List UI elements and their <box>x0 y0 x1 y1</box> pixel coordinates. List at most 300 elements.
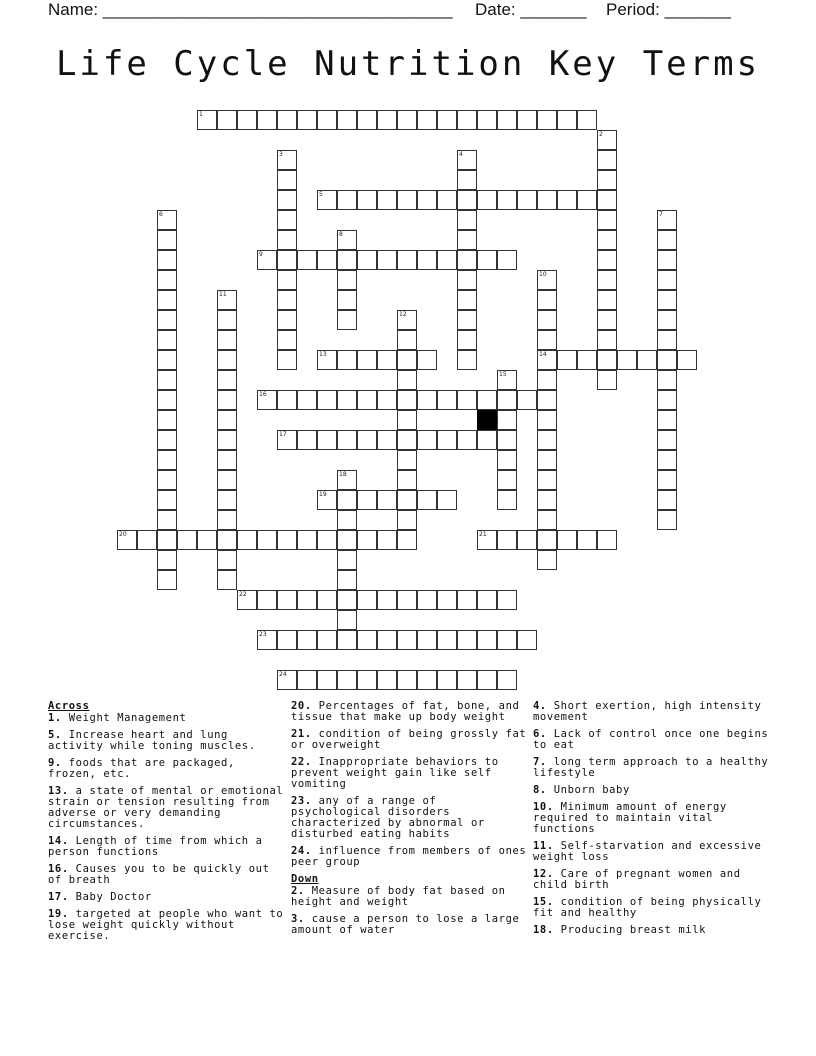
clues-column-3 <box>533 701 769 942</box>
clue-item-number: 24. <box>291 845 312 857</box>
crossword-cell[interactable] <box>657 290 677 310</box>
crossword-cell[interactable] <box>457 190 477 210</box>
crossword-cell[interactable] <box>517 630 537 650</box>
crossword-cell[interactable] <box>477 390 497 410</box>
clue-number: 5 <box>319 191 323 198</box>
crossword-cell[interactable] <box>657 330 677 350</box>
crossword-cell[interactable] <box>437 110 457 130</box>
crossword-cell[interactable] <box>397 470 417 490</box>
clue-section-heading: Across <box>48 700 90 712</box>
crossword-cell[interactable] <box>597 150 617 170</box>
crossword-cell[interactable] <box>657 250 677 270</box>
crossword-cell[interactable] <box>477 110 497 130</box>
crossword-cell[interactable] <box>217 530 237 550</box>
crossword-cell[interactable] <box>537 490 557 510</box>
crossword-cell[interactable] <box>657 310 677 330</box>
crossword-cell[interactable] <box>317 250 337 270</box>
date-field-label[interactable]: Date: _______ <box>475 0 587 19</box>
crossword-cell[interactable] <box>157 250 177 270</box>
crossword-cell[interactable] <box>257 530 277 550</box>
crossword-cell[interactable] <box>657 350 677 370</box>
crossword-cell[interactable] <box>477 190 497 210</box>
crossword-cell[interactable] <box>397 530 417 550</box>
crossword-cell[interactable] <box>417 190 437 210</box>
crossword-cell[interactable] <box>537 110 557 130</box>
crossword-cell[interactable] <box>157 230 177 250</box>
crossword-cell[interactable] <box>537 470 557 490</box>
crossword-cell[interactable] <box>157 490 177 510</box>
crossword-cell[interactable] <box>397 410 417 430</box>
clue-number: 10 <box>539 271 547 278</box>
crossword-cell[interactable] <box>537 290 557 310</box>
clue-item-number: 4. <box>533 700 547 712</box>
crossword-cell[interactable] <box>457 230 477 250</box>
crossword-cell[interactable] <box>157 570 177 590</box>
crossword-cell[interactable] <box>437 590 457 610</box>
crossword-cell[interactable] <box>157 350 177 370</box>
crossword-cell[interactable] <box>377 670 397 690</box>
crossword-cell[interactable] <box>277 190 297 210</box>
crossword-cell[interactable] <box>337 350 357 370</box>
crossword-cell[interactable] <box>457 390 477 410</box>
crossword-cell[interactable] <box>377 350 397 370</box>
crossword-cell[interactable] <box>317 630 337 650</box>
clue-item-number: 5. <box>48 729 62 741</box>
clue-number: 24 <box>279 671 287 678</box>
clue-number: 13 <box>319 351 327 358</box>
crossword-cell[interactable] <box>457 110 477 130</box>
crossword-cell[interactable] <box>297 110 317 130</box>
crossword-cell[interactable] <box>497 190 517 210</box>
clue-number: 15 <box>499 371 507 378</box>
crossword-cell[interactable] <box>497 490 517 510</box>
crossword-cell[interactable] <box>417 630 437 650</box>
crossword-cell[interactable] <box>537 450 557 470</box>
crossword-cell[interactable] <box>437 430 457 450</box>
crossword-cell[interactable] <box>337 270 357 290</box>
crossword-cell[interactable] <box>417 390 437 410</box>
crossword-cell[interactable] <box>417 490 437 510</box>
crossword-cell[interactable] <box>597 210 617 230</box>
crossword-cell[interactable] <box>397 330 417 350</box>
crossword-cell[interactable] <box>597 330 617 350</box>
crossword-cell[interactable] <box>497 250 517 270</box>
clue-item <box>533 701 769 723</box>
crossword-cell[interactable] <box>537 310 557 330</box>
crossword-cell[interactable] <box>397 250 417 270</box>
crossword-cell[interactable] <box>337 670 357 690</box>
crossword-cell[interactable] <box>657 230 677 250</box>
crossword-cell[interactable] <box>277 590 297 610</box>
clue-item <box>48 909 284 942</box>
crossword-cell[interactable] <box>477 670 497 690</box>
crossword-cell[interactable] <box>277 530 297 550</box>
crossword-cell[interactable] <box>137 530 157 550</box>
crossword-cell[interactable] <box>317 530 337 550</box>
crossword-cell[interactable] <box>157 370 177 390</box>
crossword-cell[interactable] <box>277 390 297 410</box>
crossword-cell[interactable] <box>237 110 257 130</box>
crossword-cell[interactable] <box>317 670 337 690</box>
crossword-cell[interactable] <box>297 590 317 610</box>
clue-item-text: any of a range of psychological disorders characterized by abnormal or disturbed eating habits <box>291 795 485 840</box>
clue-number: 22 <box>239 591 247 598</box>
crossword-cell[interactable] <box>437 490 457 510</box>
crossword-cell[interactable] <box>597 170 617 190</box>
crossword-cell[interactable] <box>597 270 617 290</box>
crossword-cell[interactable] <box>217 490 237 510</box>
crossword-cell[interactable] <box>277 250 297 270</box>
crossword-cell[interactable] <box>217 370 237 390</box>
crossword-cell[interactable] <box>677 350 697 370</box>
crossword-cell[interactable] <box>397 430 417 450</box>
crossword-cell[interactable] <box>277 630 297 650</box>
clue-item-text: long term approach to a healthy lifestyle <box>533 756 769 779</box>
clue-item <box>48 713 284 724</box>
crossword-cell[interactable] <box>397 590 417 610</box>
crossword-cell[interactable] <box>497 590 517 610</box>
crossword-cell[interactable] <box>277 210 297 230</box>
crossword-cell[interactable] <box>537 390 557 410</box>
crossword-cell[interactable] <box>597 290 617 310</box>
crossword-cell[interactable] <box>477 250 497 270</box>
crossword-cell[interactable] <box>457 210 477 230</box>
clue-number: 7 <box>659 211 663 218</box>
crossword-cell[interactable] <box>177 530 197 550</box>
clue-number: 23 <box>259 631 267 638</box>
crossword-cell[interactable] <box>657 410 677 430</box>
clue-item-text: Short exertion, high intensity movement <box>533 700 762 723</box>
crossword-cell[interactable] <box>377 590 397 610</box>
crossword-cell[interactable] <box>437 630 457 650</box>
crossword-cell[interactable] <box>337 250 357 270</box>
crossword-cell[interactable] <box>377 390 397 410</box>
crossword-cell[interactable] <box>337 290 357 310</box>
clue-item <box>533 925 769 936</box>
crossword-cell[interactable] <box>397 190 417 210</box>
crossword-cell[interactable] <box>397 510 417 530</box>
clue-item-text: Weight Management <box>61 712 187 724</box>
crossword-cell[interactable] <box>337 570 357 590</box>
clue-item-number: 3. <box>291 913 305 925</box>
crossword-cell[interactable] <box>277 270 297 290</box>
crossword-cell[interactable] <box>337 590 357 610</box>
crossword-cell[interactable] <box>537 410 557 430</box>
crossword-cell[interactable] <box>537 190 557 210</box>
crossword-cell[interactable] <box>657 390 677 410</box>
clue-item-text: condition of being physically fit and healthy <box>533 896 762 919</box>
crossword-cell[interactable] <box>457 310 477 330</box>
crossword-cell[interactable] <box>457 330 477 350</box>
crossword-cell[interactable] <box>537 550 557 570</box>
crossword-cell[interactable] <box>417 110 437 130</box>
clue-item <box>533 757 769 779</box>
crossword-cell[interactable] <box>557 110 577 130</box>
crossword-cell[interactable] <box>377 190 397 210</box>
crossword-cell[interactable] <box>637 350 657 370</box>
crossword-cell[interactable] <box>657 470 677 490</box>
crossword-cell[interactable] <box>257 110 277 130</box>
crossword-cell[interactable] <box>157 290 177 310</box>
crossword-cell[interactable] <box>477 430 497 450</box>
crossword-cell[interactable] <box>297 430 317 450</box>
crossword-cell[interactable] <box>357 530 377 550</box>
crossword-cell[interactable] <box>377 250 397 270</box>
clue-number: 18 <box>339 471 347 478</box>
crossword-cell[interactable] <box>397 450 417 470</box>
crossword-cell[interactable] <box>317 110 337 130</box>
crossword-cell[interactable] <box>417 350 437 370</box>
crossword-cell[interactable] <box>497 670 517 690</box>
crossword-cell[interactable] <box>337 530 357 550</box>
crossword-cell[interactable] <box>457 590 477 610</box>
clue-item-text: Lack of control once one begins to eat <box>533 728 769 751</box>
crossword-cell[interactable] <box>337 490 357 510</box>
crossword-cell[interactable] <box>657 430 677 450</box>
crossword-cell[interactable] <box>317 430 337 450</box>
clue-item-text: foods that are packaged, frozen, etc. <box>48 757 235 780</box>
crossword-cell[interactable] <box>417 590 437 610</box>
crossword-cell[interactable] <box>557 530 577 550</box>
crossword-cell[interactable] <box>397 630 417 650</box>
clue-item <box>291 914 527 936</box>
crossword-cell[interactable] <box>597 350 617 370</box>
crossword-cell[interactable] <box>457 630 477 650</box>
crossword-cell[interactable] <box>357 390 377 410</box>
crossword-cell[interactable] <box>357 490 377 510</box>
crossword-cell[interactable] <box>517 190 537 210</box>
crossword-cell[interactable] <box>217 350 237 370</box>
name-field-label[interactable]: Name: _____________________________________ <box>48 0 453 19</box>
clue-item <box>291 701 527 723</box>
crossword-cell[interactable] <box>577 110 597 130</box>
crossword-cell[interactable] <box>437 190 457 210</box>
crossword-cell[interactable] <box>157 430 177 450</box>
crossword-cell[interactable] <box>597 310 617 330</box>
crossword-cell[interactable] <box>397 370 417 390</box>
crossword-cell[interactable] <box>597 530 617 550</box>
crossword-cell[interactable] <box>577 530 597 550</box>
crossword-cell[interactable] <box>277 230 297 250</box>
crossword-cell[interactable] <box>357 590 377 610</box>
crossword-cell[interactable] <box>277 110 297 130</box>
crossword-cell[interactable] <box>577 350 597 370</box>
crossword-cell[interactable] <box>457 350 477 370</box>
crossword-cell[interactable] <box>157 450 177 470</box>
crossword-cell[interactable] <box>237 530 257 550</box>
crossword-cell[interactable] <box>157 310 177 330</box>
crossword-cell[interactable] <box>397 670 417 690</box>
crossword-cell[interactable] <box>617 350 637 370</box>
crossword-cell[interactable] <box>357 430 377 450</box>
crossword-cell[interactable] <box>657 270 677 290</box>
crossword-cell[interactable] <box>277 350 297 370</box>
clue-item-number: 22. <box>291 756 312 768</box>
crossword-cell[interactable] <box>597 190 617 210</box>
crossword-cell[interactable] <box>157 530 177 550</box>
clue-item-number: 17. <box>48 891 69 903</box>
clue-item-number: 21. <box>291 728 312 740</box>
crossword-cell[interactable] <box>577 190 597 210</box>
crossword-cell[interactable] <box>497 630 517 650</box>
crossword-cell[interactable] <box>417 430 437 450</box>
crossword-cell[interactable] <box>397 490 417 510</box>
crossword-cell[interactable] <box>217 390 237 410</box>
crossword-cell[interactable] <box>377 490 397 510</box>
crossword-cell[interactable] <box>217 330 237 350</box>
crossword-cell[interactable] <box>337 510 357 530</box>
crossword-cell[interactable] <box>477 590 497 610</box>
crossword-cell[interactable] <box>657 370 677 390</box>
clue-item-text: Percentages of fat, bone, and tissue that make up body weight <box>291 700 520 723</box>
crossword-cell[interactable] <box>537 530 557 550</box>
crossword-cell[interactable] <box>297 250 317 270</box>
clue-number: 16 <box>259 391 267 398</box>
crossword-cell[interactable] <box>377 110 397 130</box>
crossword-cell[interactable] <box>317 390 337 410</box>
clue-item-text: targeted at people who want to lose weight quickly without exercise. <box>48 908 284 942</box>
clue-item-number: 19. <box>48 908 69 920</box>
clue-item-text: a state of mental or emotional strain or tension resulting from adverse or very demanding circumstances. <box>48 785 284 830</box>
crossword-cell[interactable] <box>377 430 397 450</box>
clue-item-text: Length of time from which a person functions <box>48 835 263 858</box>
crossword-cell[interactable] <box>537 330 557 350</box>
crossword-black-cell <box>477 410 497 430</box>
crossword-cell[interactable] <box>217 310 237 330</box>
crossword-cell[interactable] <box>337 190 357 210</box>
crossword-cell[interactable] <box>157 470 177 490</box>
crossword-cell[interactable] <box>357 630 377 650</box>
crossword-cell[interactable] <box>537 370 557 390</box>
crossword-cell[interactable] <box>517 110 537 130</box>
clue-item-number: 16. <box>48 863 69 875</box>
crossword-cell[interactable] <box>157 410 177 430</box>
crossword-cell[interactable] <box>157 330 177 350</box>
crossword-cell[interactable] <box>437 390 457 410</box>
crossword-cell[interactable] <box>417 250 437 270</box>
crossword-cell[interactable] <box>337 630 357 650</box>
clue-number: 17 <box>279 431 287 438</box>
crossword-cell[interactable] <box>297 530 317 550</box>
crossword-cell[interactable] <box>337 610 357 630</box>
clue-item-number: 18. <box>533 924 554 936</box>
clue-item <box>48 758 284 780</box>
crossword-cell[interactable] <box>357 110 377 130</box>
crossword-cell[interactable] <box>477 630 497 650</box>
crossword-cell[interactable] <box>457 250 477 270</box>
crossword-cell[interactable] <box>317 590 337 610</box>
crossword-cell[interactable] <box>437 250 457 270</box>
crossword-cell[interactable] <box>537 430 557 450</box>
crossword-cell[interactable] <box>217 570 237 590</box>
crossword-cell[interactable] <box>397 110 417 130</box>
crossword-cell[interactable] <box>277 310 297 330</box>
clue-item-text: Increase heart and lung activity while toning muscles. <box>48 729 256 752</box>
crossword-cell[interactable] <box>357 190 377 210</box>
crossword-cell[interactable] <box>657 510 677 530</box>
crossword-cell[interactable] <box>217 410 237 430</box>
crossword-cell[interactable] <box>397 350 417 370</box>
crossword-cell[interactable] <box>497 110 517 130</box>
crossword-cell[interactable] <box>337 310 357 330</box>
crossword-cell[interactable] <box>337 110 357 130</box>
crossword-cell[interactable] <box>297 670 317 690</box>
crossword-cell[interactable] <box>437 670 457 690</box>
crossword-cell[interactable] <box>157 270 177 290</box>
crossword-cell[interactable] <box>497 430 517 450</box>
crossword-cell[interactable] <box>277 330 297 350</box>
crossword-cell[interactable] <box>157 510 177 530</box>
crossword-cell[interactable] <box>277 290 297 310</box>
crossword-cell[interactable] <box>277 170 297 190</box>
crossword-cell[interactable] <box>157 550 177 570</box>
crossword-cell[interactable] <box>217 510 237 530</box>
crossword-cell[interactable] <box>377 530 397 550</box>
crossword-cell[interactable] <box>497 470 517 490</box>
crossword-cell[interactable] <box>357 250 377 270</box>
crossword-cell[interactable] <box>597 230 617 250</box>
clue-item <box>48 836 284 858</box>
crossword-cell[interactable] <box>657 450 677 470</box>
crossword-cell[interactable] <box>197 530 217 550</box>
crossword-cell[interactable] <box>597 370 617 390</box>
clue-item-text: Baby Doctor <box>68 891 152 903</box>
crossword-cell[interactable] <box>457 430 477 450</box>
crossword-cell[interactable] <box>497 410 517 430</box>
crossword-cell[interactable] <box>497 450 517 470</box>
crossword-cell[interactable] <box>657 490 677 510</box>
crossword-cell[interactable] <box>377 630 397 650</box>
crossword-cell[interactable] <box>517 390 537 410</box>
crossword-cell[interactable] <box>497 530 517 550</box>
crossword-cell[interactable] <box>417 670 437 690</box>
crossword-cell[interactable] <box>517 530 537 550</box>
crossword-cell[interactable] <box>497 390 517 410</box>
crossword-cell[interactable] <box>297 390 317 410</box>
clue-item-number: 12. <box>533 868 554 880</box>
crossword-cell[interactable] <box>457 170 477 190</box>
crossword-cell[interactable] <box>337 390 357 410</box>
crossword-cell[interactable] <box>557 190 577 210</box>
clue-item-text: condition of being grossly fat or overweight <box>291 728 527 751</box>
crossword-cell[interactable] <box>297 630 317 650</box>
crossword-cell[interactable] <box>457 670 477 690</box>
crossword-cell[interactable] <box>457 270 477 290</box>
crossword-cell[interactable] <box>557 350 577 370</box>
crossword-cell[interactable] <box>217 550 237 570</box>
crossword-cell[interactable] <box>357 350 377 370</box>
crossword-cell[interactable] <box>597 250 617 270</box>
clue-item-number: 13. <box>48 785 69 797</box>
crossword-cell[interactable] <box>217 470 237 490</box>
clue-number: 12 <box>399 311 407 318</box>
crossword-cell[interactable] <box>157 390 177 410</box>
crossword-cell[interactable] <box>457 290 477 310</box>
crossword-cell[interactable] <box>337 550 357 570</box>
crossword-cell[interactable] <box>397 390 417 410</box>
crossword-cell[interactable] <box>217 430 237 450</box>
clue-item <box>533 729 769 751</box>
crossword-cell[interactable] <box>537 510 557 530</box>
crossword-cell[interactable] <box>217 110 237 130</box>
crossword-cell[interactable] <box>217 450 237 470</box>
period-field-label[interactable]: Period: _______ <box>606 0 731 19</box>
crossword-cell[interactable] <box>257 590 277 610</box>
crossword-cell[interactable] <box>337 430 357 450</box>
crossword-cell[interactable] <box>357 670 377 690</box>
clue-number: 2 <box>599 131 603 138</box>
clue-item-text: influence from members of ones peer group <box>291 845 527 868</box>
